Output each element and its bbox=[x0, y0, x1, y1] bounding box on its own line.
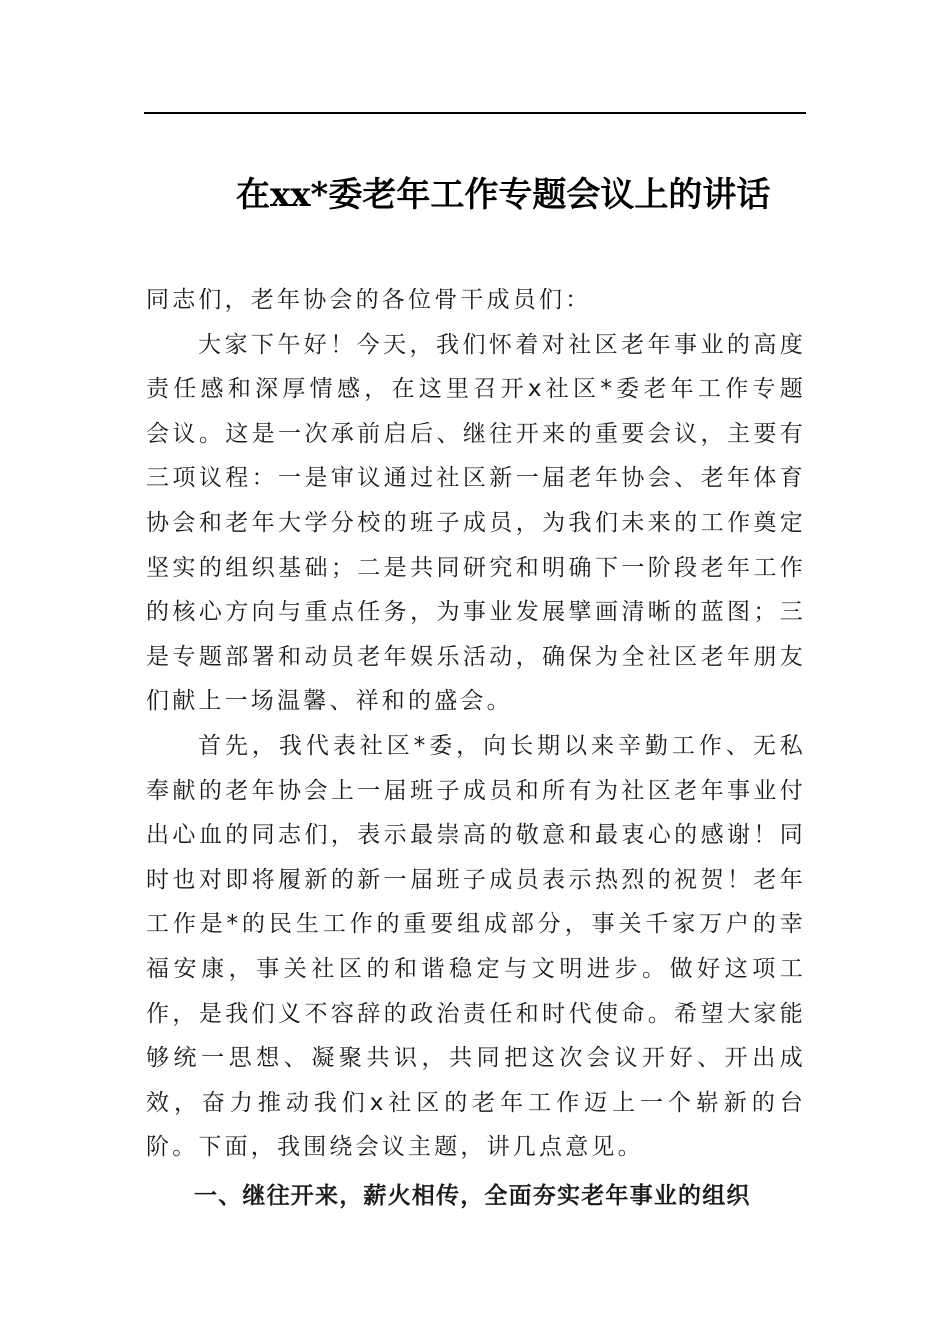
document-body bbox=[146, 278, 806, 1218]
header-rule bbox=[144, 112, 806, 114]
paragraph-gratitude: 首先，我代表社区*委，向长期以来辛勤工作、无私奉献的老年协会上一届班子成员和所有为社区老年事业付出心血的同志们，表示最崇高的敬意和最衷心的感谢！同时也对即将履新的新一届班子成员表示热烈的祝贺！老年工作是*的民生工作的重要组成部分，事关千家万户的幸福安康，事关社区的和谐稳定与文明进步。做好这项工作，是我们义不容辞的政治责任和时代使命。希望大家能够统一思想、凝聚共识，共同把这次会议开好、开出成效，奋力推动我们x社区的老年工作迈上一个崭新的台阶。下面，我围绕会议主题，讲几点意见。 bbox=[146, 732, 806, 1161]
paragraph-opening: 大家下午好！今天，我们怀着对社区老年事业的高度责任感和深厚情感，在这里召开x社区*委老年工作专题会议。这是一次承前启后、继往开来的重要会议，主要有三项议程：一是审议通过社区新一届老年协会、老年体育协会和老年大学分校的班子成员，为我们未来的工作奠定坚实的组织基础；二是共同研究和明确下一阶段老年工作的核心方向与重点任务，为事业发展擘画清晰的蓝图；三是专题部署和动员老年娱乐活动，确保为全社区老年朋友们献上一场温馨、祥和的盛会。 bbox=[146, 331, 806, 715]
salutation: 同志们，老年协会的各位骨干成员们： bbox=[146, 287, 592, 313]
document-title: 在xx*委老年工作专题会议上的讲话 bbox=[236, 175, 771, 215]
section-heading: 一、继往开来，薪火相传，全面夯实老年事业的组织 bbox=[194, 1182, 751, 1209]
